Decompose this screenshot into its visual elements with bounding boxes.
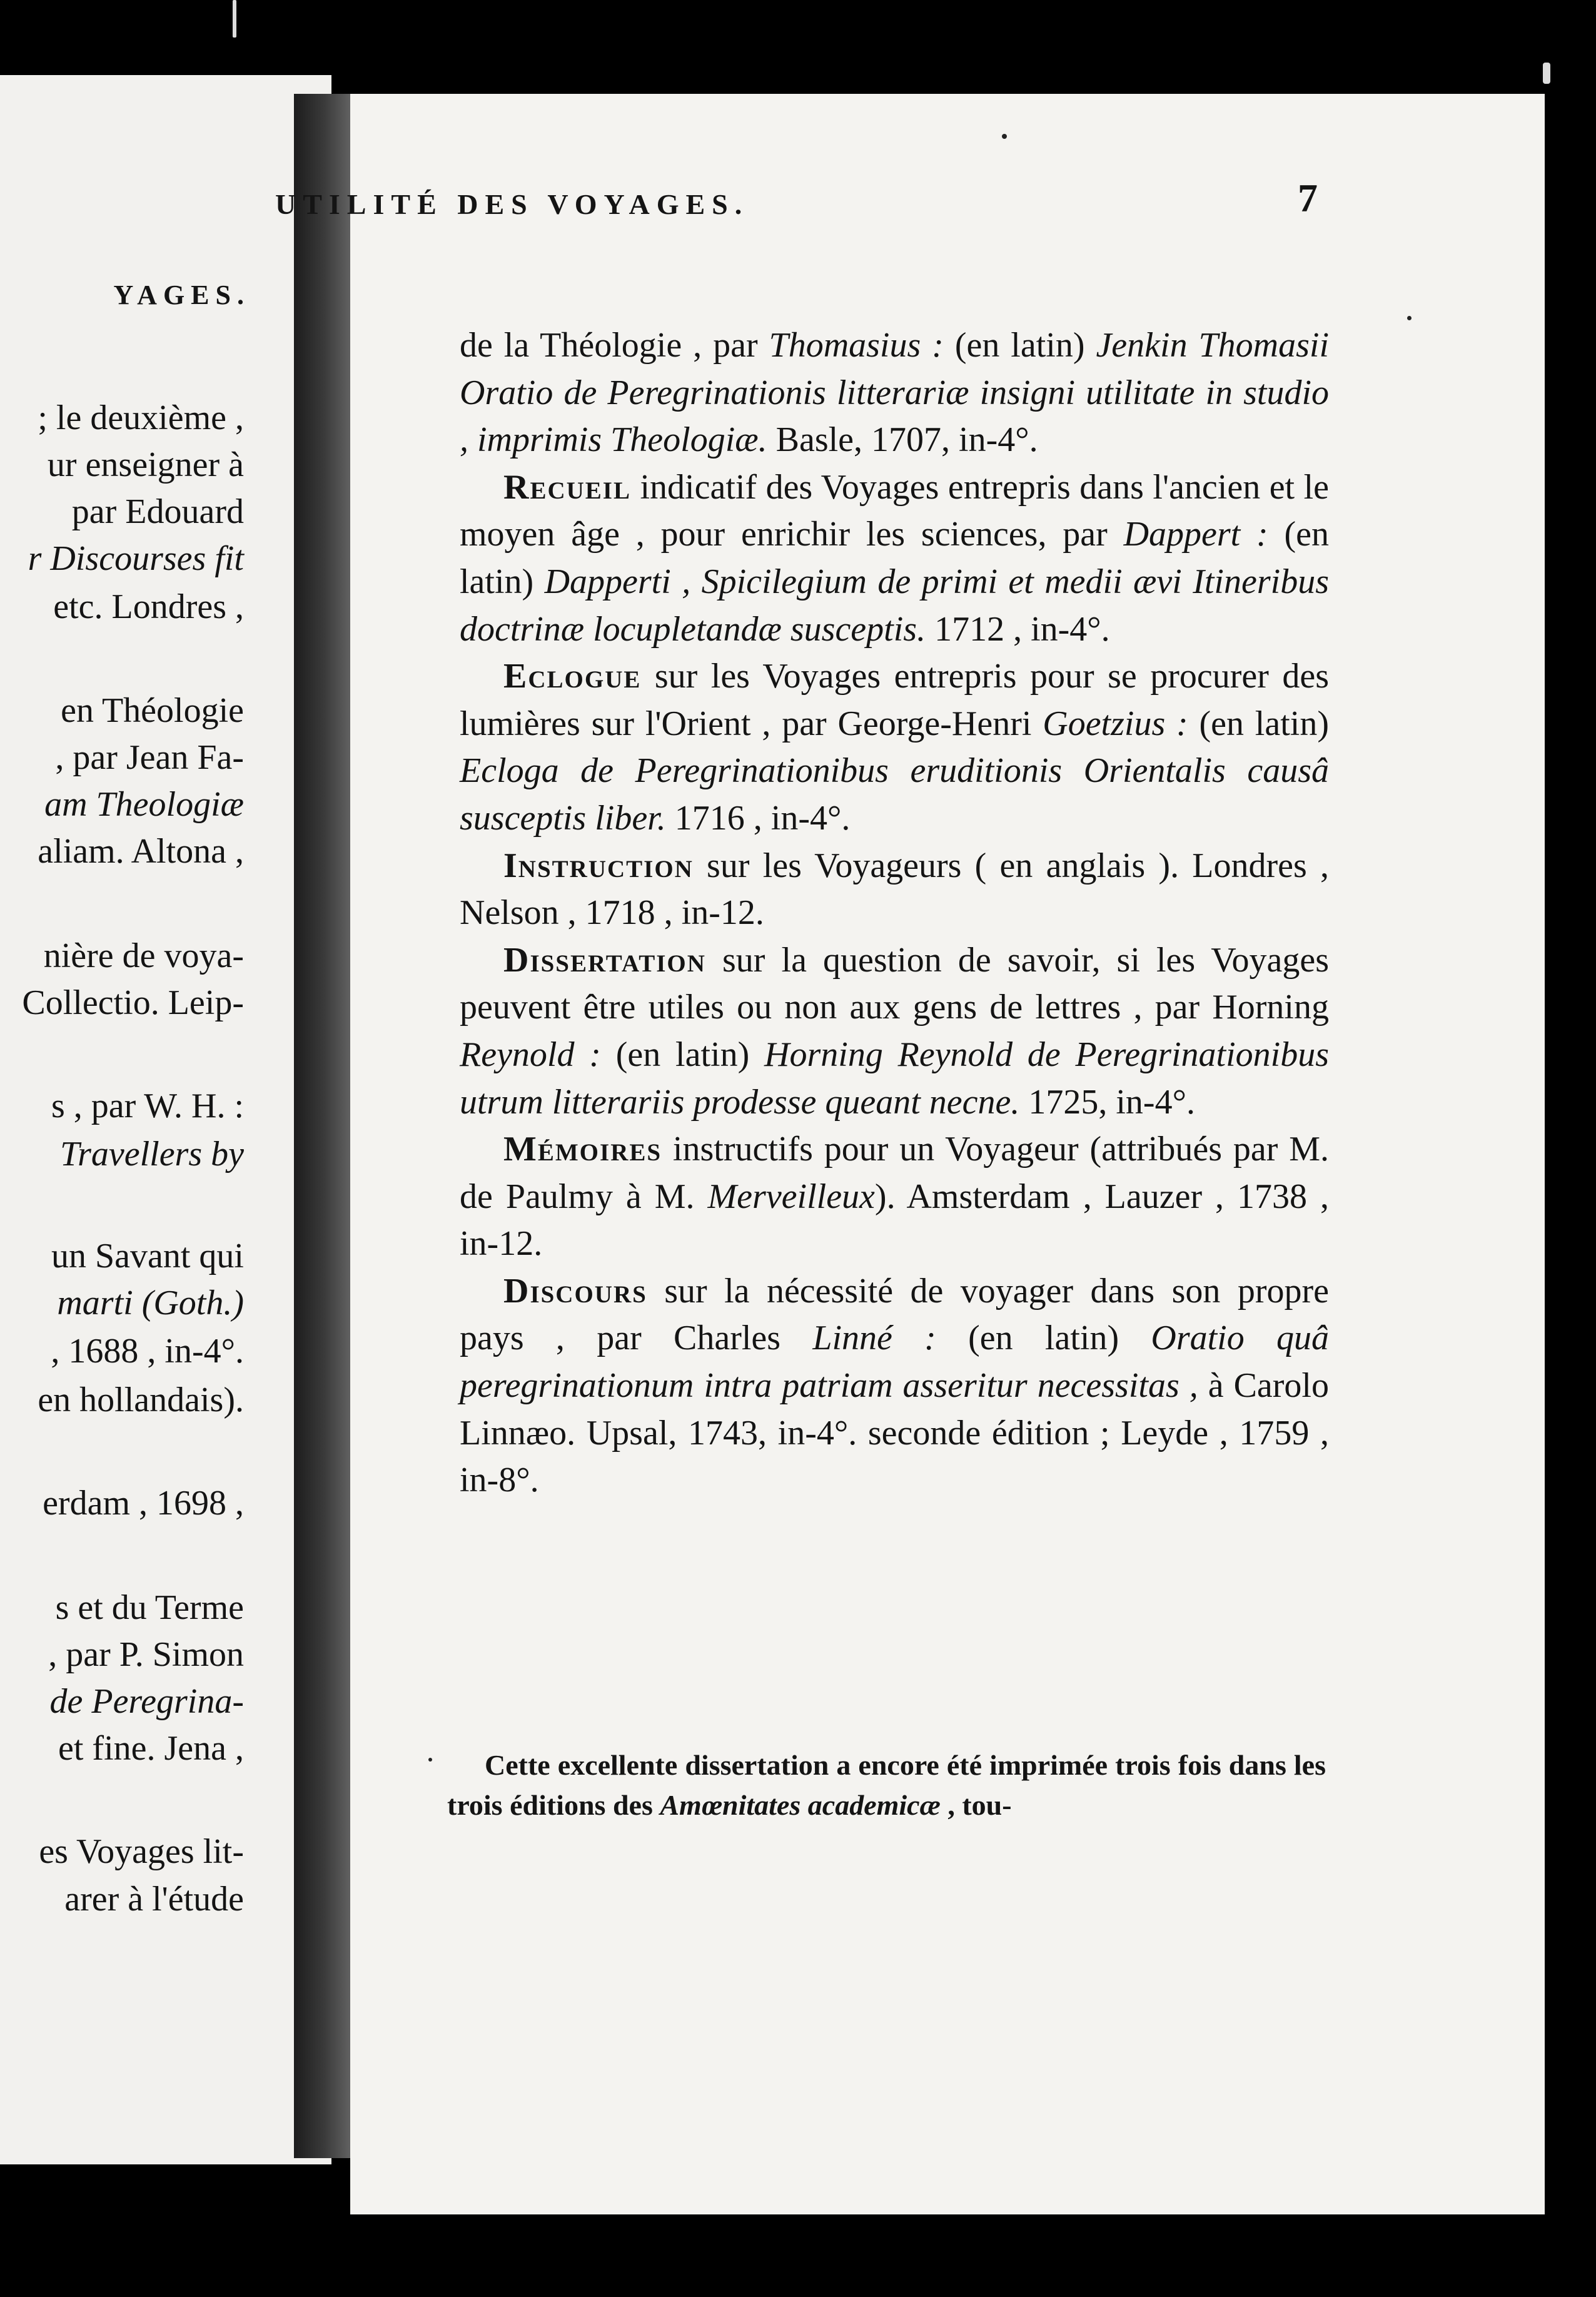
left-page-header: YAGES. [113,280,250,310]
entry-text: instructifs pour un Voyageur (attribués par M. de Paulmy à M. [460,1130,1329,1216]
left-page-line: nière de voya- [43,936,244,975]
footnote-italic: Amœnitates academicæ [660,1789,941,1821]
left-page-line: s et du Terme [55,1588,244,1627]
left-page-line: erdam , 1698 , [43,1484,244,1523]
entry-italic: Oratio quâ peregrinationum intra patriam asseritur necessitas , [460,1319,1330,1406]
left-page-line: Travellers by [60,1135,244,1174]
entry-italic: Reynold : [460,1035,601,1074]
entry-text: sur les Voyages entrepris pour se procurer des lumières sur l'Orient , par George-Henri [460,657,1329,743]
main-text [460,322,1329,1504]
entry-text: sur la question de savoir, si les Voyages peuvent être utiles ou non aux gens de lettres , par Horning [460,940,1329,1027]
left-page-line: ur enseigner à [47,445,244,484]
left-page-line: en hollandais). [38,1381,244,1419]
entry-italic: Dapperti , Spicilegium de primi et medii ævi Itineribus doctrinæ locupletandæ susceptis. [460,562,1329,649]
entry-italic: Ecloga de Peregrinationibus eruditionis Orientalis causâ susceptis liber. [460,751,1329,838]
bibliography-entry [460,1268,1329,1504]
bibliography-entry [460,322,1329,464]
entry-italic: Merveilleux [707,1177,875,1216]
left-page-line: un Savant qui [51,1237,244,1275]
entry-lead: Eclogue [503,657,642,696]
entry-text: 1725, in-4°. [1019,1082,1195,1122]
entry-text: (en latin) [600,1035,765,1074]
print-speck [428,1758,432,1762]
entry-lead: Mémoires [503,1130,662,1169]
left-page-line: s , par W. H. : [51,1087,244,1125]
left-page-line: Collectio. Leip- [22,983,244,1022]
left-page-line: etc. Londres , [53,587,244,626]
left-page-line: marti (Goth.) [57,1284,244,1322]
entry-text: ). Amsterdam , Lauzer , 1738 , in-12. [460,1177,1330,1264]
left-page-line: ; le deuxième , [38,398,244,437]
left-page-line: de Peregrina- [49,1682,244,1721]
left-page-line: , 1688 , in-4°. [51,1332,244,1371]
entry-lead: Instruction [503,846,694,885]
print-speck [1407,316,1412,320]
left-page [0,75,331,2164]
entry-text: de la Théologie , par [460,326,769,365]
print-speck [1002,134,1007,139]
entry-lead: Recueil [503,467,631,507]
entry-text: sur les Voyageurs ( en anglais ). Londres , Nelson , 1718 , in-12. [460,846,1329,933]
entry-italic: Linné : [812,1319,936,1358]
entry-text: Basle, 1707, in-4°. [767,420,1038,460]
left-page-line: , par Jean Fa- [55,738,244,777]
bibliography-entry [460,937,1329,1126]
left-page-line: am Theologiæ [44,785,244,824]
edge-mark [233,0,236,38]
footnote [447,1745,1326,1825]
entry-lead: Discours [503,1271,647,1311]
left-page-line: , par P. Simon [48,1635,244,1674]
entry-text: (en latin) [936,1319,1151,1358]
left-page-line: r Discourses fit [28,539,244,578]
entry-text: (en latin) [943,326,1096,365]
bibliography-entry [460,843,1329,937]
entry-text: 1716 , in-4°. [665,798,851,838]
entry-italic: Jenkin Thomasii Oratio de Peregrinationis litterariæ insigni utilitate in studio , imprimis Theologiæ. [460,326,1330,460]
bibliography-entry [460,1126,1329,1268]
edge-mark [1543,63,1550,84]
entry-italic: Horning Reynold de Peregrinationibus utrum litterariis prodesse queant necne. [460,1035,1330,1122]
left-page-line: es Voyages lit- [39,1832,244,1871]
entry-text: (en latin) [1188,704,1329,743]
entry-italic: Goetzius : [1043,704,1188,743]
footnote-tail: , tou- [940,1789,1012,1821]
left-page-line: par Edouard [71,492,244,531]
entry-text: sur la nécessité de voyager dans son propre pays , par Charles [460,1271,1329,1358]
left-page-line: en Théologie [61,691,244,730]
left-page-line: et fine. Jena , [58,1729,244,1768]
left-page-line: arer à l'étude [64,1880,244,1919]
footnote-text: Cette excellente dissertation a encore été imprimée trois fois dans les trois éditions des [447,1749,1326,1821]
page-number: 7 [1298,176,1318,220]
entry-text: indicatif des Voyages entrepris dans l'ancien et le moyen âge , pour enrichir les sciences, par [460,467,1329,554]
running-header: UTILITÉ DES VOYAGES. [275,188,749,220]
entry-italic: Thomasius : [769,326,944,365]
entry-text: 1712 , in-4°. [926,609,1110,649]
bibliography-entry [460,464,1329,653]
left-page-line: aliam. Altona , [38,832,244,871]
bibliography-entry [460,653,1329,842]
entry-lead: Dissertation [503,940,706,980]
entry-text: (en latin) [460,515,1329,601]
entry-text: à Carolo Linnæo. Upsal, 1743, in-4°. seconde édition ; Leyde , 1759 , in-8°. [460,1366,1329,1500]
entry-italic: Dappert : [1123,515,1268,554]
